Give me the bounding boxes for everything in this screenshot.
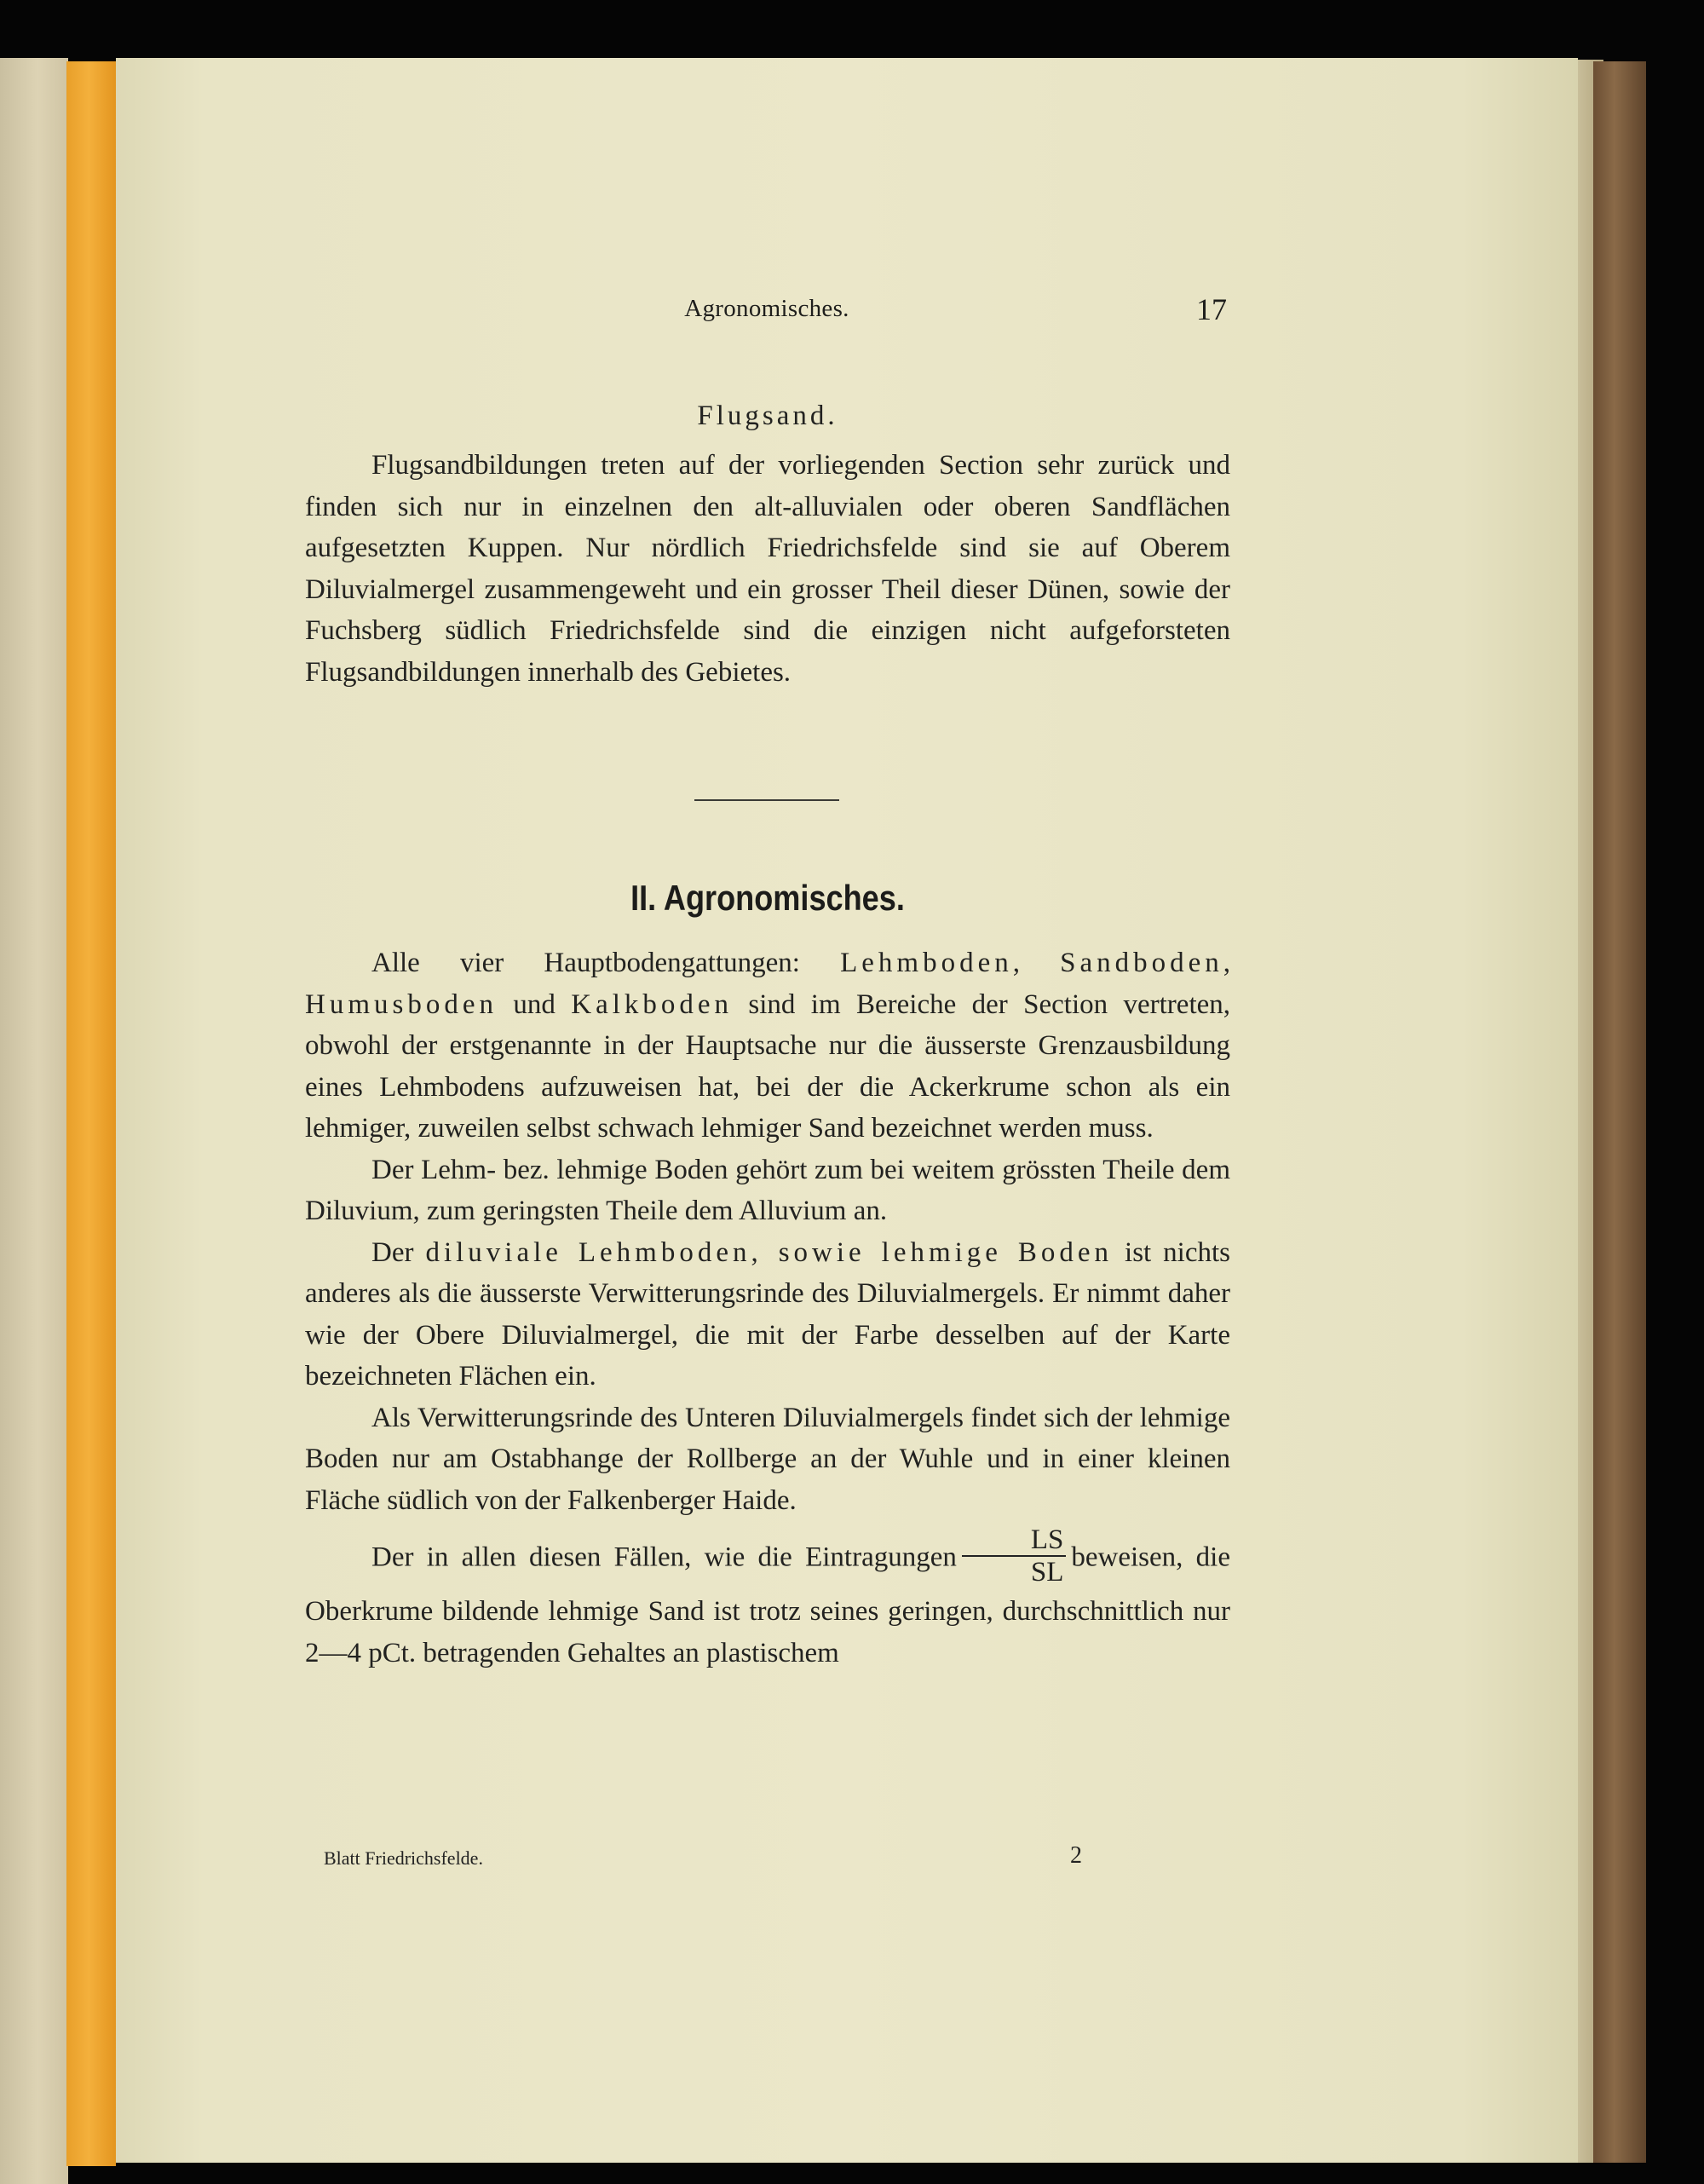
signature-mark: 2	[1070, 1842, 1082, 1869]
term-sandboden: Sandboden	[1060, 948, 1223, 978]
fraction-denominator: SL	[1030, 1557, 1064, 1588]
text-run: ist nichts anderes als die äusserste Verwitterungsrinde des Diluvialmergels. Er nimmt daher wie der Obere Diluvialmergel, die mit der Farbe desselben auf der Karte bezeichneten Flächen ein.	[305, 1236, 1230, 1392]
fraction-ls-sl	[962, 1524, 1067, 1588]
book-cover-binding	[1593, 61, 1646, 2163]
term-diluvial-lehmboden: diluviale Lehmboden, sowie lehmige Boden	[425, 1236, 1114, 1268]
term-lehmboden: Lehmboden	[840, 948, 1013, 978]
fraction-numerator: LS	[962, 1524, 1067, 1557]
term-humusboden: Humusboden	[305, 988, 498, 1020]
page-number: 17	[1196, 292, 1227, 326]
paragraph-lehm: Der Lehm- bez. lehmige Boden gehört zum bei weitem grössten Theile dem Diluvium, zum geringsten Theile dem Alluvium an.	[305, 1154, 1230, 1226]
paragraph-unterer-mergel: Als Verwitterungsrinde des Unteren Diluvialmergels findet sich der lehmige Boden nur am Ostabhange der Rollberge an der Wuhle und in einer kleinen Fläche südlich von der Falkenberger Haide.	[305, 1402, 1230, 1516]
section-heading-flugsand: Flugsand.	[697, 400, 838, 431]
text-run: sind im Bereiche der Section vertreten, obwohl der erstgenannte in der Hauptsache nur die äusserste Grenzausbildung eines Lehmbodens aufzuweisen hat, bei der die Ackerkrume schon als ein lehmiger, zuweilen selbst schwach lehmiger Sand bezeichnet werden muss.	[305, 988, 1231, 1144]
sheet-name: Blatt Friedrichsfelde.	[324, 1847, 483, 1869]
text-run: beweisen, die Oberkrume bildende lehmige Sand ist trotz seines geringen, durchschnittlich nur 2—4 pCt. betragenden Gehaltes an plastischem	[305, 1541, 1230, 1668]
text-run: Alle vier Hauptbodengattungen:	[371, 948, 841, 978]
section-divider	[694, 799, 839, 801]
paragraph-soil-types	[305, 942, 1230, 1150]
text-run: ,	[1012, 948, 1061, 978]
text-run: und	[498, 988, 572, 1020]
paragraph: Flugsandbildungen treten auf der vorliegenden Section sehr zurück und finden sich nur in einzelnen den alt-alluvialen oder oberen Sandflächen aufgesetzten Kuppen. Nur nördlich Friedrichsfelde sind sie auf Oberem Diluvialmergel zusammengeweht und ein grosser Theil dieser Dünen, sowie der Fuchsberg südlich Friedrichsfelde sind die einzigen nicht aufgeforsteten Flugsandbildungen innerhalb des Gebietes.	[305, 450, 1230, 688]
orange-flyleaf-strip	[66, 61, 116, 2166]
text-run: Der in allen diesen Fällen, wie die Eintragungen	[371, 1541, 957, 1573]
left-page-edge	[0, 58, 68, 2184]
agronomy-body	[305, 942, 1230, 1674]
term-kalkboden: Kalkboden	[571, 988, 734, 1020]
running-head	[307, 292, 1227, 332]
text-run: ,	[1223, 948, 1230, 978]
chapter-title: II. Agronomisches.	[630, 878, 905, 918]
text-run: Der	[371, 1236, 426, 1268]
paragraph-diluvial	[305, 1232, 1230, 1397]
flugsand-paragraph	[305, 445, 1230, 693]
running-title: Agronomisches.	[684, 295, 849, 322]
paragraph-lehmiger-sand	[305, 1524, 1230, 1674]
